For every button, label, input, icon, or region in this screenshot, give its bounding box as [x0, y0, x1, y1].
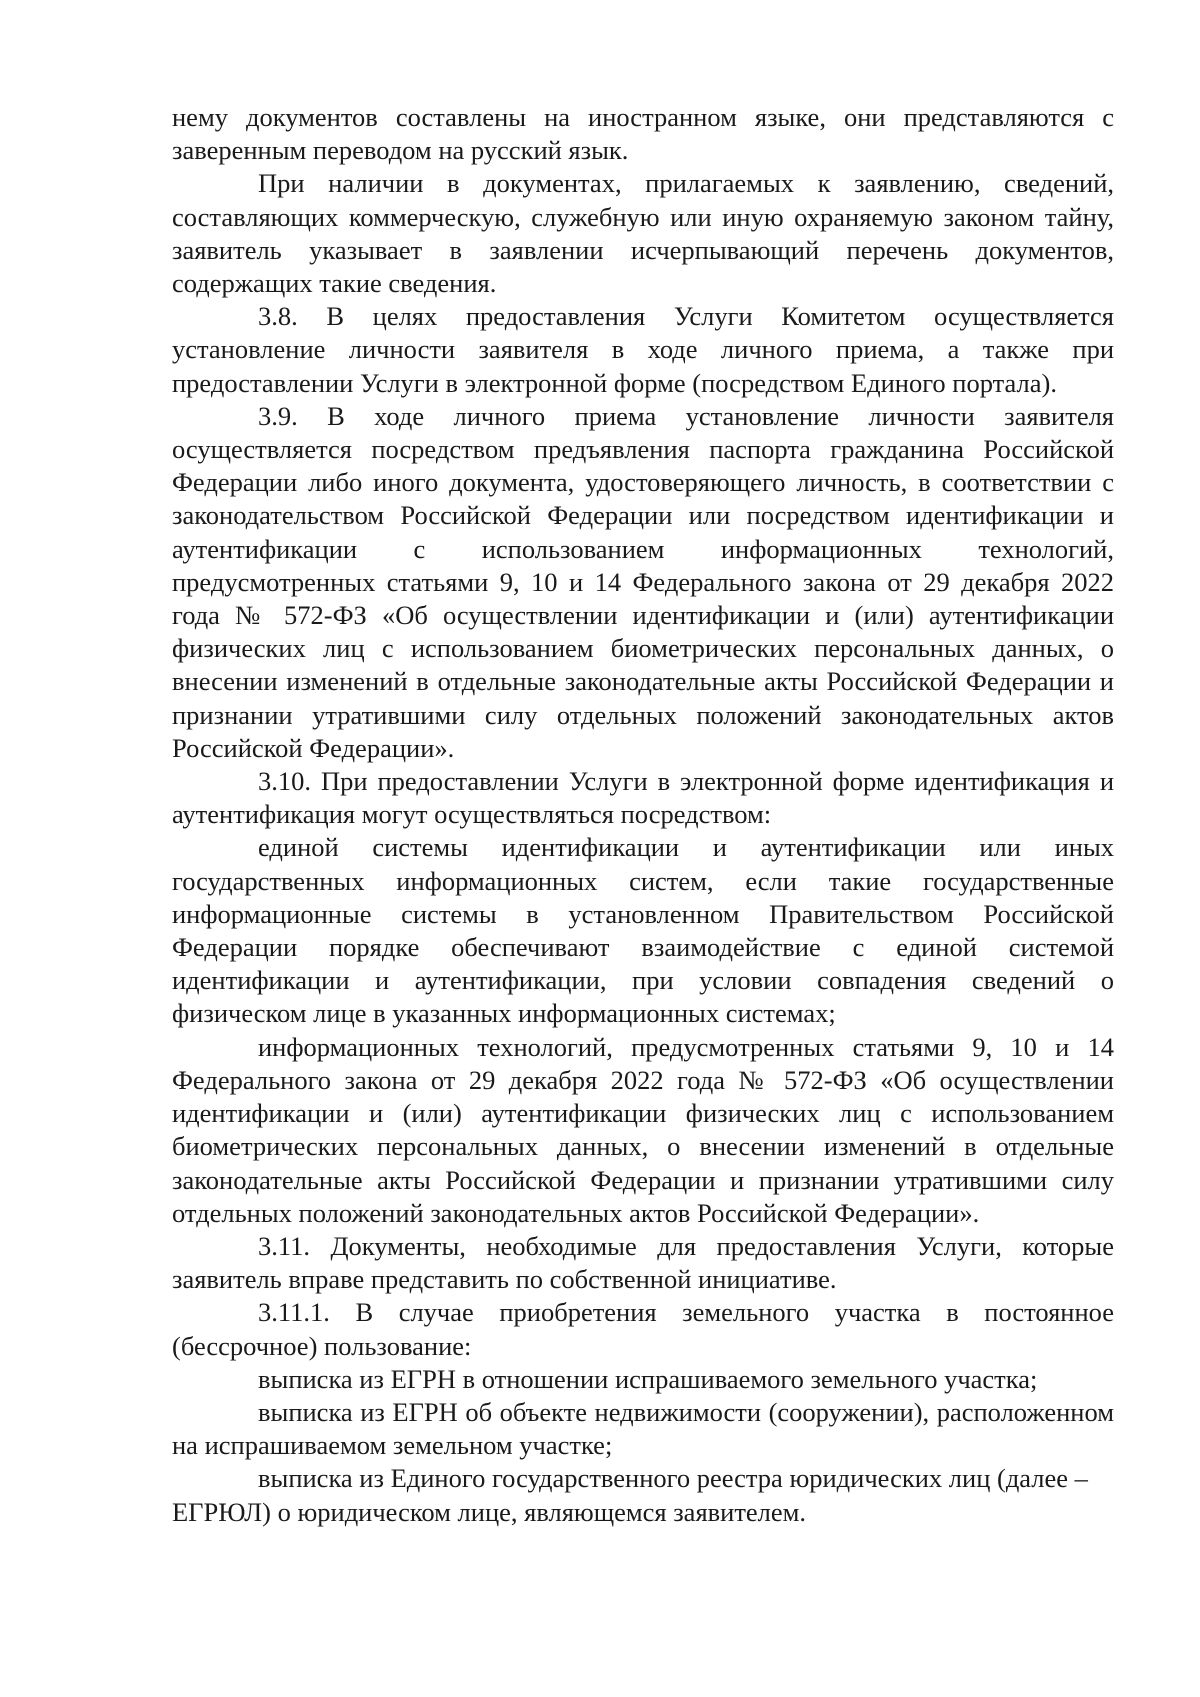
paragraph-3-10: 3.10. При предоставлении Услуги в электронной форме идентификация и аутентификация могут осуществляться посредством: [172, 766, 1114, 830]
paragraph-continuation: нему документов составлены на иностранном языке, они представляются с заверенным переводом на русский язык. [172, 102, 1114, 166]
list-item-egrn-land-plot: выписка из ЕГРН в отношении испрашиваемого земельного участка; [258, 1363, 1038, 1394]
list-item-egrn-real-estate: выписка из ЕГРН об объекте недвижимости (сооружении), расположенном на испрашиваемом земельном участке; [172, 1396, 1114, 1461]
paragraph-confidential-info: При наличии в документах, прилагаемых к заявлению, сведений, составляющих коммерческую, служебную или иную охраняемую законом тайну, заявитель указывает в заявлении исчерпывающий перечень документов, содержащих такие сведения. [172, 168, 1114, 299]
paragraph-3-9: 3.9. В ходе личного приема установление личности заявителя осуществляется посредством предъявления паспорта гражданина Российской Федерации либо иного документа, удостоверяющего личность, в соответствии с законодательством Российской Федерации или посредством идентификации и аутентификации с использованием информационных технологий, предусмотренных статьями 9, 10 и 14 Федерального закона от 29 декабря 2022 года № 572-ФЗ «Об осуществлении идентификации и (или) аутентификации физических лиц с использованием биометрических персональных данных, о внесении изменений в отдельные законодательные акты Российской Федерации и признании утратившими силу отдельных положений законодательных актов Российской Федерации». [172, 400, 1114, 763]
paragraph-unified-identification-system: единой системы идентификации и аутентификации или иных государственных информационных систем, если такие государственные информационные системы в установленном Правительством Российской Федерации порядке обеспечивают взаимодействие с единой системой идентификации и аутентификации, при условии совпадения сведений о физическом лице в указанных информационных системах; [172, 832, 1114, 1029]
document-page [172, 101, 1114, 1529]
paragraph-3-11: 3.11. Документы, необходимые для предоставления Услуги, которые заявитель вправе представить по собственной инициативе. [172, 1230, 1114, 1295]
paragraph-3-8: 3.8. В целях предоставления Услуги Комитетом осуществляется установление личности заявителя в ходе личного приема, а также при предоставлении Услуги в электронной форме (посредством Единого портала). [172, 301, 1114, 398]
paragraph-3-11-1: 3.11.1. В случае приобретения земельного участка в постоянное (бессрочное) пользование: [172, 1297, 1114, 1361]
list-item-egrul: выписка из Единого государственного реестра юридических лиц (далее – ЕГРЮЛ) о юридическом лице, являющемся заявителем. [172, 1463, 1088, 1527]
paragraph-information-technologies: информационных технологий, предусмотренных статьями 9, 10 и 14 Федерального закона от 29 декабря 2022 года № 572-ФЗ «Об осуществлении идентификации и (или) аутентификации физических лиц с использованием биометрических персональных данных, о внесении изменений в отдельные законодательные акты Российской Федерации и признании утратившими силу отдельных положений законодательных актов Российской Федерации». [172, 1031, 1114, 1228]
